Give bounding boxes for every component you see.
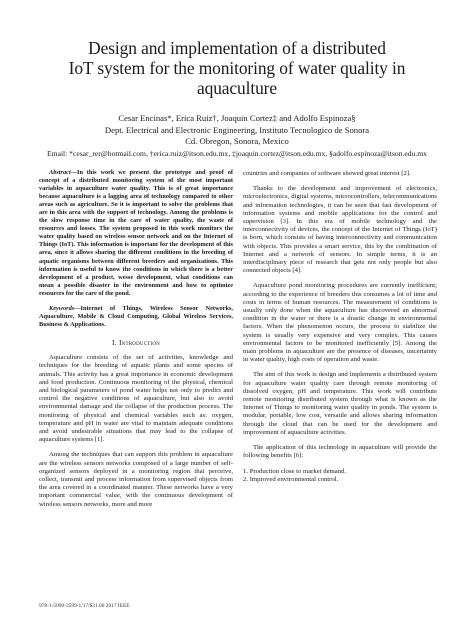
intro-paragraph-2: Among the techniques that can support this problem in aquaculture are the wireless sensors networks composed of a large number of self-organized sensors deployed in a monitoring region that perceive, collect, transmit and process information from supervised objects from the area covered in a coordinated manner. These networks have a very important commercial value, with the continuous development of wireless sensors networks, more and more	[39, 451, 233, 508]
affiliation-city: Cd. Obregon, Sonora, Mexico	[185, 136, 289, 147]
paper-title	[20, 38, 454, 98]
affiliation-department: Dept. Electrical and Electronic Engineering, Instituto Tecnologico de Sonora	[104, 124, 370, 135]
list-item: 1. Production close to market demand.	[243, 467, 347, 475]
keywords-lead: Keywords	[49, 304, 75, 312]
author-names: Cesar Encinas*, Erica Ruiz†, Joaquin Cortez‡ and Adolfo Espinoza§	[118, 113, 356, 123]
author-block	[20, 113, 454, 159]
title-line-1: Design and implementation of a distributed	[88, 38, 386, 58]
left-column	[39, 169, 233, 516]
body-paragraph-2: Aquaculture pond monitoring procedures are currently inefficient; according to the experience of breeders this consumes a lot of time and costs in terms of human resources. The measurement of conditions is usually only done when the aquaculture has discovered an abnormal condition in the water or there is a drastic change in environmental factors. When the phenomenon occurs, the process to stabilize the system is usually very expensive and very complex. This causes environmental factors to be monitored inefficiently [5]. Among the main problems in aquaculture are the presence of diseases, uncertainty in water quality, high costs of operation and waste.	[243, 282, 437, 364]
abstract	[39, 169, 233, 298]
continued-paragraph: countries and companies of software showed great interest [2].	[243, 170, 411, 177]
intro-paragraph-1: Aquaculture consists of the set of activities, knowledge and techniques for the breeding of aquatic plants and some species of animals. This activity has a great importance in economic development and food production. Continuous monitoring of the physical, chemical and biological parameters of pond water helps not only to predict and control the negative conditions of aquaculture, but also to avoid environmental damage and the collapse of the production process. The monitoring of physical and chemical variables such as: oxygen, temperature and pH in water are vital to maintain adequate conditions and avoid undesirable situations that may lead to the collapse of aquaculture systems [1].	[39, 354, 233, 444]
keywords	[39, 305, 233, 329]
abstract-lead: Abstract	[49, 169, 71, 176]
body-paragraph-1: Thanks to the development and improvement of electronics, microelectronics, digital systems, microcontrollers, telecommunications and information technologies, it can be seen that fast development of information systems and mobile applications for the control and supervision [3]. In this era of mobile technology and the interconnectivity of devices, the concept of the Internet of Things (IoT) is born, which consists of having interconnectivity and communication with objects. This provides a smart service, this by the combination of Internet and a network of sensors. In simple terms, it is an interdisciplinary piece of research that gets not only people but also connected objects [4].	[243, 185, 437, 275]
body-paragraph-4: The application of this technology in aquaculture will provide the following benefits [6]:	[243, 444, 437, 460]
abstract-text: —In this work we present the prototype and proof of concept of a distributed monitoring system of the most important variables in aquaculture water quality. This is of great importance because aquaculture is a lagging area of technology compared to other areas such as agriculture. So it is important to solve the problems that are in this area with the support of technology. Among the problems is the slow response time in the care of water quality, the waste of resources and losses. The system proposed in this work monitors the water quality based on wireless sensor network and on the Internet of Things (IoT). This information is important for the development of this area, since it allows sharing the different conditions in the breeding of aquatic organisms between different breeders and organizations. This information is useful to know the conditions in which there is a better development of a product, wesse development, what conditions can mean a possible disaster in the environment and how to optimize resources for the care of the pond.	[39, 169, 233, 297]
title-line-2: IoT system for the monitoring of water quality in	[68, 58, 406, 78]
copyright-footer: 978-1-5090-3599-1/17/$31.00 2017 IEEE	[39, 603, 130, 609]
author-emails: Email: *cesar_rer@hotmail.com, †erica.ruiz@itson.edu.mx, ‡joaquin.cortez@itson.edu.mx, §adolfo.espinoza@itson.edu.mx	[47, 148, 427, 158]
list-item: 2. Improved environmental control.	[243, 475, 339, 483]
keywords-text: —Internet of Things, Wireless Sensor Networks, Aquaculture, Mobile & Cloud Computing, Global Wireless Services, Business & Applications.	[39, 304, 233, 328]
benefits-list	[243, 468, 437, 484]
title-line-3: aquaculture	[196, 78, 277, 98]
right-column	[243, 170, 437, 484]
section-heading-introduction: I. Introduction	[112, 337, 160, 347]
body-paragraph-3: The aim of this work is design and implements a distributed system for aquaculture water quality care through remote monitoring of dissolved oxygen, pH and temperature. This work will contribute remote monitoring distributed system through what is known as the Internet of Things to monitoring water quality in ponds. The system is modular, portable, low cost, versatile and allows sharing information through the cloud that can be used for the development and improvement of aquaculture activities.	[243, 371, 437, 436]
